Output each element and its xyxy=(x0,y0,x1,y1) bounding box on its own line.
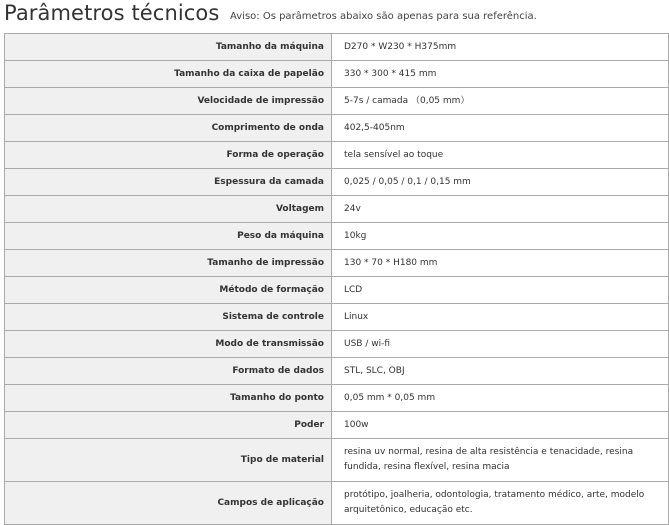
table-row xyxy=(5,412,669,439)
table-row xyxy=(5,34,669,61)
spec-value: 0,025 / 0,05 / 0,1 / 0,15 mm xyxy=(332,169,669,196)
spec-value: 24v xyxy=(332,196,669,223)
spec-label: Voltagem xyxy=(5,196,332,223)
spec-label: Velocidade de impressão xyxy=(5,88,332,115)
spec-label: Modo de transmissão xyxy=(5,331,332,358)
table-row xyxy=(5,482,669,525)
spec-value: D270 * W230 * H375mm xyxy=(332,34,669,61)
spec-value: 10kg xyxy=(332,223,669,250)
table-row xyxy=(5,250,669,277)
spec-value: protótipo, joalheria, odontologia, tratamento médico, arte, modelo arquitetônico, educação etc. xyxy=(332,482,669,525)
table-row xyxy=(5,223,669,250)
spec-label: Tamanho do ponto xyxy=(5,385,332,412)
spec-label: Espessura da camada xyxy=(5,169,332,196)
spec-value: resina uv normal, resina de alta resistência e tenacidade, resina fundida, resina flexível, resina macia xyxy=(332,439,669,482)
spec-label: Tamanho da máquina xyxy=(5,34,332,61)
spec-label: Forma de operação xyxy=(5,142,332,169)
page-title: Parâmetros técnicos xyxy=(4,1,220,25)
table-row xyxy=(5,115,669,142)
spec-value: tela sensível ao toque xyxy=(332,142,669,169)
spec-value: USB / wi-fi xyxy=(332,331,669,358)
spec-value: 5-7s / camada （0,05 mm） xyxy=(332,88,669,115)
spec-label: Tamanho da caixa de papelão xyxy=(5,61,332,88)
spec-value: 330 * 300 * 415 mm xyxy=(332,61,669,88)
spec-label: Peso da máquina xyxy=(5,223,332,250)
table-row xyxy=(5,358,669,385)
table-row xyxy=(5,88,669,115)
spec-value: Linux xyxy=(332,304,669,331)
spec-label: Poder xyxy=(5,412,332,439)
table-row xyxy=(5,331,669,358)
spec-label: Método de formação xyxy=(5,277,332,304)
spec-value: 402,5-405nm xyxy=(332,115,669,142)
spec-value: 130 * 70 * H180 mm xyxy=(332,250,669,277)
spec-label: Campos de aplicação xyxy=(5,482,332,525)
table-row xyxy=(5,439,669,482)
table-row xyxy=(5,196,669,223)
spec-value: STL, SLC, OBJ xyxy=(332,358,669,385)
spec-label: Sistema de controle xyxy=(5,304,332,331)
spec-label: Tipo de material xyxy=(5,439,332,482)
spec-value: 0,05 mm * 0,05 mm xyxy=(332,385,669,412)
spec-label: Formato de dados xyxy=(5,358,332,385)
spec-label: Tamanho de impressão xyxy=(5,250,332,277)
table-row xyxy=(5,304,669,331)
spec-value: LCD xyxy=(332,277,669,304)
spec-label: Comprimento de onda xyxy=(5,115,332,142)
table-row xyxy=(5,142,669,169)
table-row xyxy=(5,169,669,196)
table-row xyxy=(5,385,669,412)
notice-text: Aviso: Os parâmetros abaixo são apenas para sua referência. xyxy=(230,11,537,22)
spec-value: 100w xyxy=(332,412,669,439)
table-row xyxy=(5,61,669,88)
spec-table xyxy=(4,33,669,525)
page-header xyxy=(0,0,669,34)
table-row xyxy=(5,277,669,304)
